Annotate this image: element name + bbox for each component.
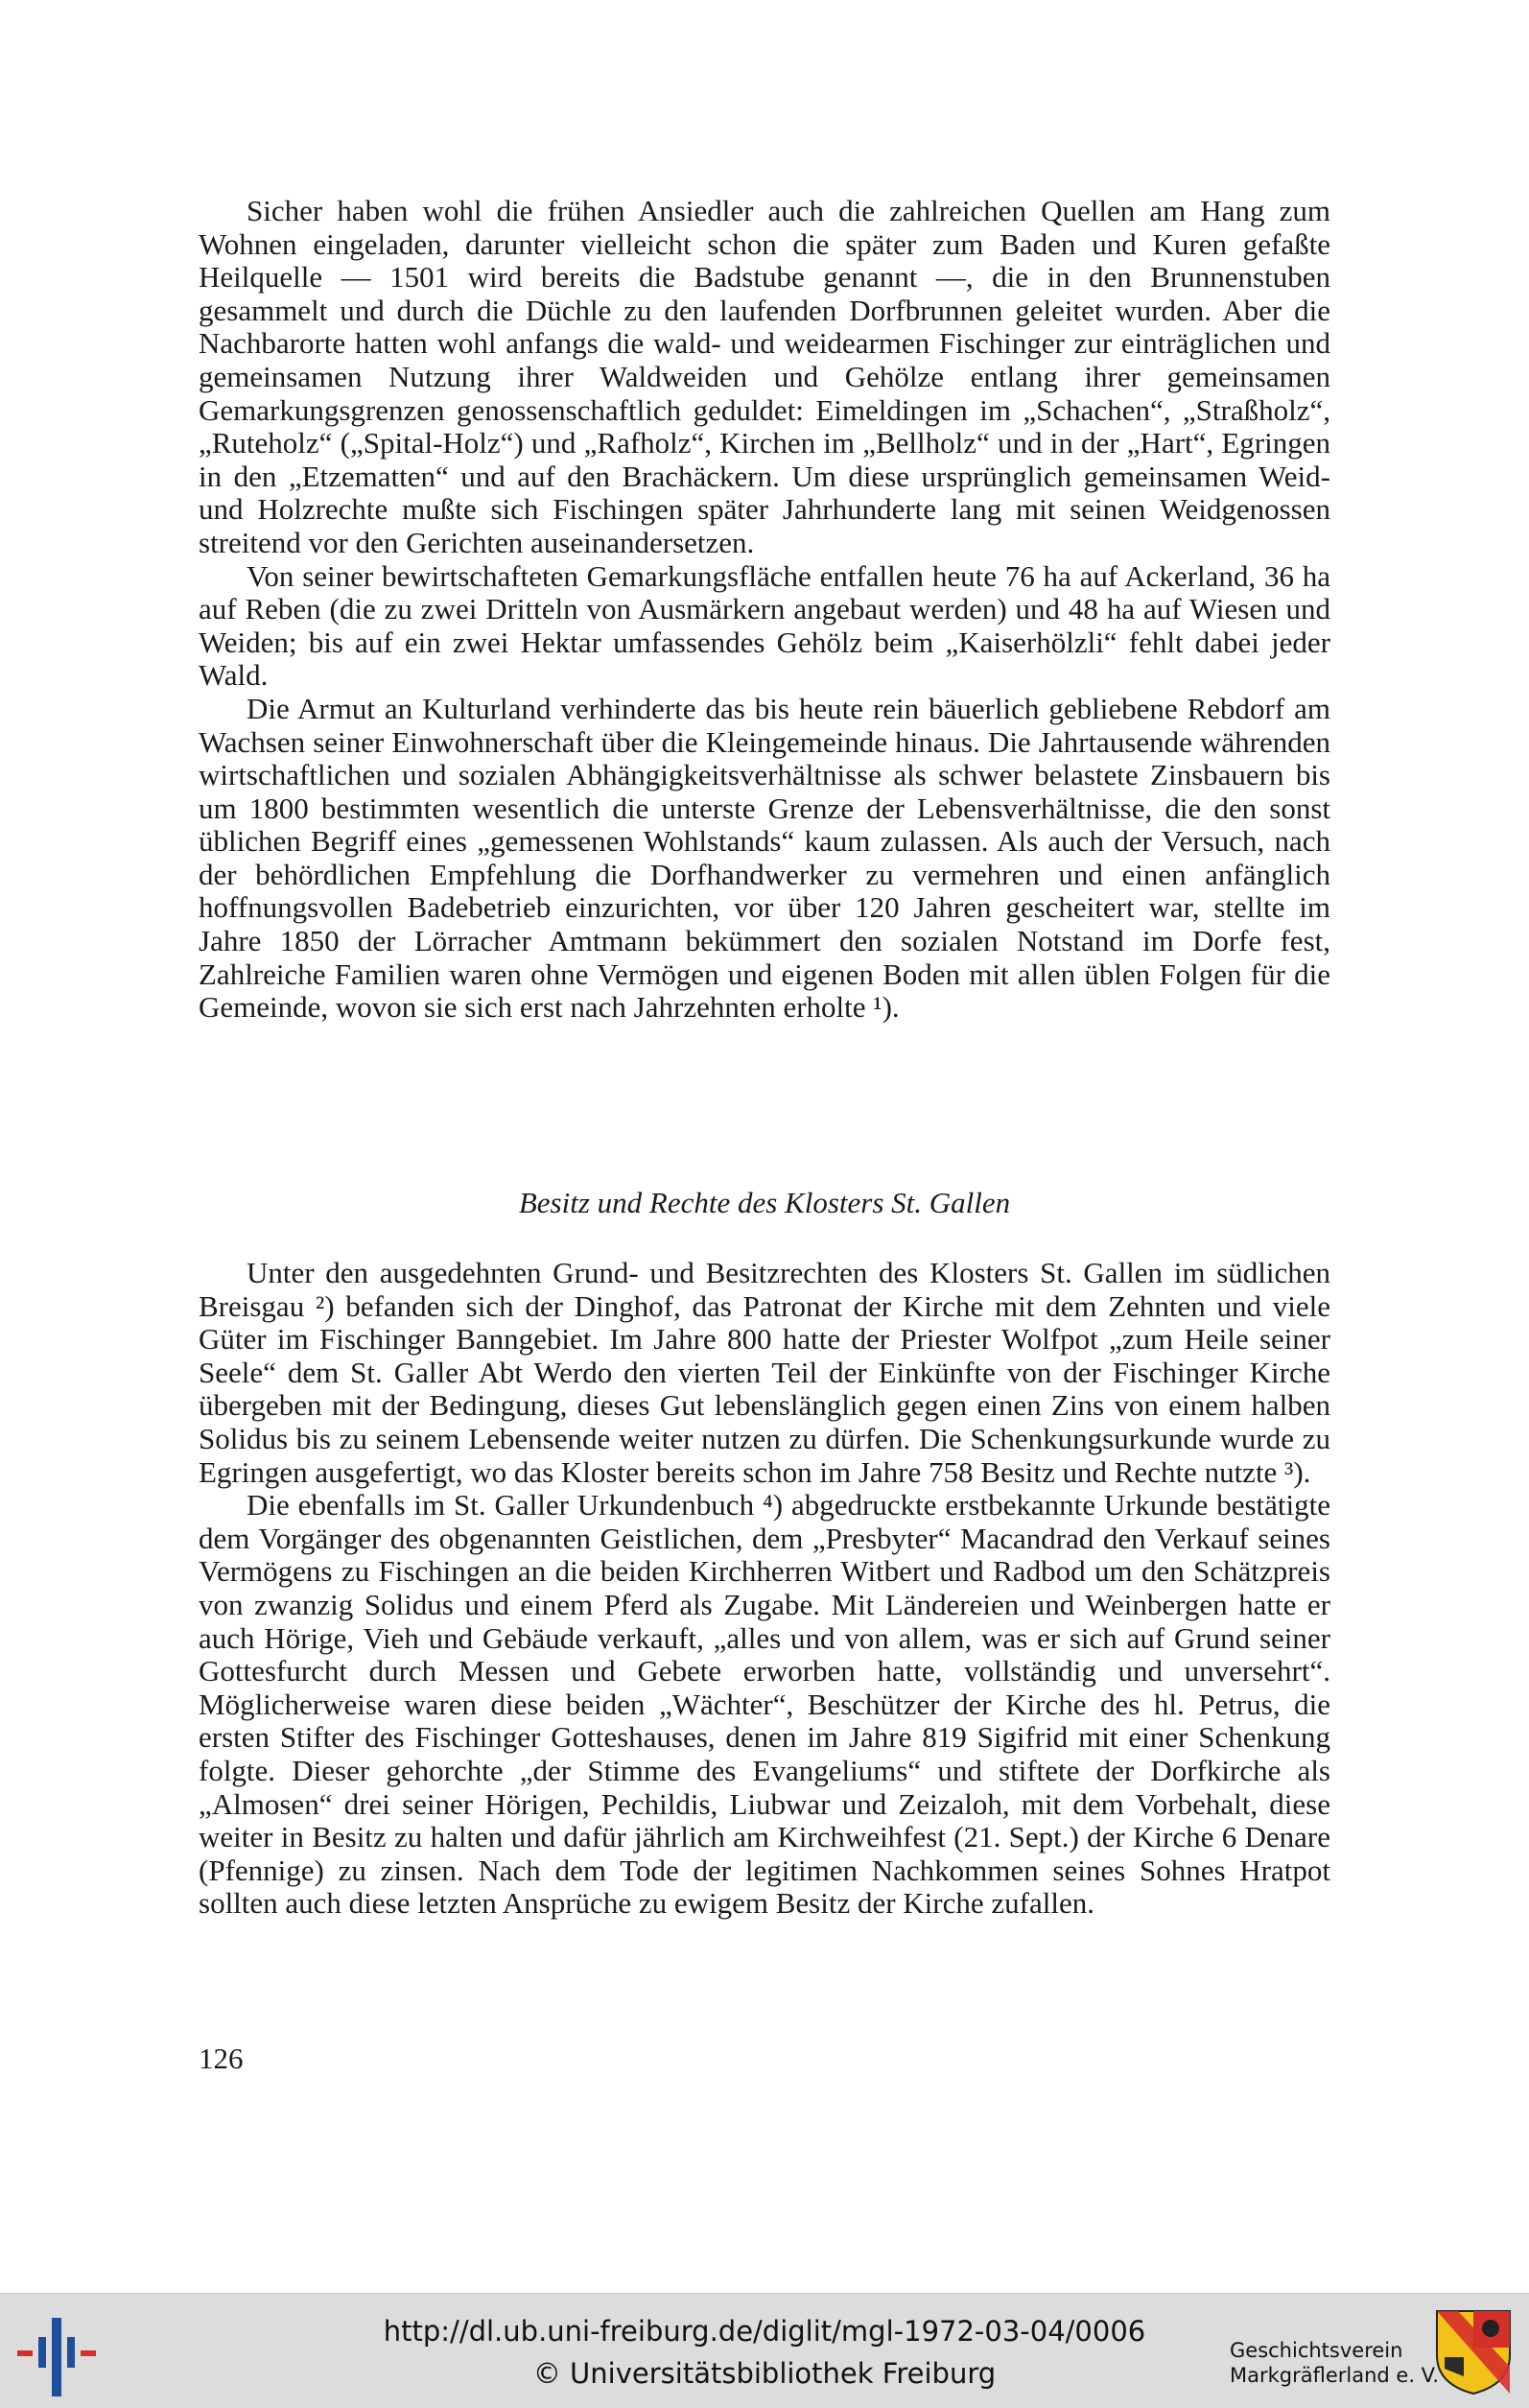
footer-bar bbox=[0, 2293, 1529, 2408]
body-text-top bbox=[199, 195, 1330, 1025]
paragraph: Von seiner bewirtschafteten Gemarkungsfläche entfallen heute 76 ha auf Ackerland, 36 ha auf Reben (die zu zwei Dritteln von Ausmärkern angebaut werden) und 48 ha auf Wiesen und Weiden; bis auf ein zwei Hektar umfassendes Gehölz beim „Kaiserhölzli“ fehlt dabei jeder Wald. bbox=[199, 558, 1330, 693]
org-name-line2: Markgräflerland e. V. bbox=[1230, 2364, 1440, 2387]
footer-copyright: © Universitätsbibliothek Freiburg bbox=[532, 2357, 997, 2390]
coat-of-arms-icon[interactable] bbox=[1435, 2309, 1512, 2396]
paragraph: Die ebenfalls im St. Galler Urkundenbuch ⁴) abgedruckte erstbekannte Urkunde bestätigte dem Vorgänger des obgenannten Geistlichen, dem „Presbyter“ Macandrad den Verkauf seines Vermögens zu Fischingen an die beiden Kirchherren Witbert und Radbod um den Schätzpreis von zwanzig Solidus und einem Pferd als Zugabe. Mit Ländereien und Weinbergen hatte er auch Hörige, Vieh und Gebäude verkauft, „alles und von allem, was er sich auf Grund seiner Gottesfurcht durch Messen und Gebete erworben hatte, vollständig und unversehrt“. Möglicherweise waren diese beiden „Wächter“, Beschützer der Kirche des hl. Petrus, die ersten Stifter des Fischinger Gotteshauses, denen im Jahre 819 Sigifrid mit einer Schenkung folgte. Dieser gehorchte „der Stimme des Evangeliums“ und stiftete der Dorfkirche als „Almosen“ drei seiner Hörigen, Pechildis, Liubwar und Zeizaloh, mit dem Vorbehalt, diese weiter in Besitz zu halten und dafür jährlich am Kirchweihfest (21. Sept.) der Kirche 6 Denare (Pfennige) zu zinsen. Nach dem Tode der legitimen Nachkommen seines Sohnes Hratpot sollten auch diese letzten Ansprüche zu ewigem Besitz der Kirche zufallen. bbox=[199, 1488, 1330, 1921]
section-heading: Besitz und Rechte des Klosters St. Gallen bbox=[518, 1186, 1011, 1219]
body-text-bottom bbox=[199, 1257, 1330, 1921]
page-number: 126 bbox=[199, 2042, 244, 2075]
paragraph: Sicher haben wohl die frühen Ansiedler auch die zahlreichen Quellen am Hang zum Wohnen eingeladen, darunter vielleicht schon die später zum Baden und Kuren gefaßte Heilquelle — 1501 wird bereits die Badstube genannt —, die in den Brunnenstuben gesammelt und durch die Düchle zu den laufenden Dorfbrunnen geleitet wurden. Aber die Nachbarorte hatten wohl anfangs die wald- und weidearmen Fischinger zur einträglichen und gemeinsamen Nutzung ihrer Waldweiden und Gehölze entlang ihrer gemeinsamen Gemarkungsgrenzen genossenschaftlich geduldet: Eimeldingen im „Schachen“, „Straßholz“, „Ruteholz“ („Spital-Holz“) und „Rafholz“, Kirchen im „Bellholz“ und in der „Hart“, Egringen in den „Etzematten“ und auf den Brachäckern. Um diese ursprünglich gemeinsamen Weid- und Holzrechte mußte sich Fischingen später Jahrhunderte lang mit seinen Weidgenossen streitend vor den Gerichten auseinandersetzen. bbox=[199, 194, 1330, 559]
paragraph: Unter den ausgedehnten Grund- und Besitzrechten des Klosters St. Gallen im südlichen Breisgau ²) befanden sich der Dinghof, das Patronat der Kirche mit dem Zehnten und viele Güter im Fischinger Banngebiet. Im Jahre 800 hatte der Priester Wolfpot „zum Heile seiner Seele“ dem St. Galler Abt Werdo den vierten Teil der Einkünfte von der Fischinger Kirche übergeben mit der Bedingung, dieses Gut lebenslänglich gegen einen Zins von einem halben Solidus bis zu seinem Lebensende weiter nutzen zu dürfen. Die Schenkungsurkunde wurde zu Egringen ausgefertigt, wo das Kloster bereits schon im Jahre 758 Besitz und Rechte nutzte ³). bbox=[199, 1256, 1330, 1489]
org-name-line1: Geschichtsverein bbox=[1230, 2339, 1403, 2362]
paragraph: Die Armut an Kulturland verhinderte das bis heute rein bäuerlich gebliebene Rebdorf am Wachsen seiner Einwohnerschaft über die Kleingemeinde hinaus. Die Jahrtausende währenden wirtschaftlichen und sozialen Abhängigkeitsverhältnisse als schwer belastete Zinsbauern bis um 1800 bestimmten wesentlich die unterste Grenze der Lebensverhältnisse, die den sonst üblichen Begriff eines „gemessenen Wohlstands“ kaum zulassen. Als auch der Versuch, nach der behördlichen Empfehlung die Dorfhandwerker zu vermehren und einen anfänglich hoffnungsvollen Badebetrieb einzurichten, vor über 120 Jahren gescheitert war, stellte im Jahre 1850 der Lörracher Amtmann bekümmert den sozialen Notstand im Dorfe fest, Zahlreiche Familien waren ohne Vermögen und eigenen Boden mit allen üblen Folgen für die Gemeinde, wovon sie sich erst nach Jahrzehnten erholte ¹). bbox=[199, 691, 1330, 1025]
footer-url-link[interactable]: http://dl.ub.uni-freiburg.de/diglit/mgl-1972-03-04/0006 bbox=[383, 2315, 1146, 2348]
footer-organization bbox=[1230, 2338, 1450, 2388]
